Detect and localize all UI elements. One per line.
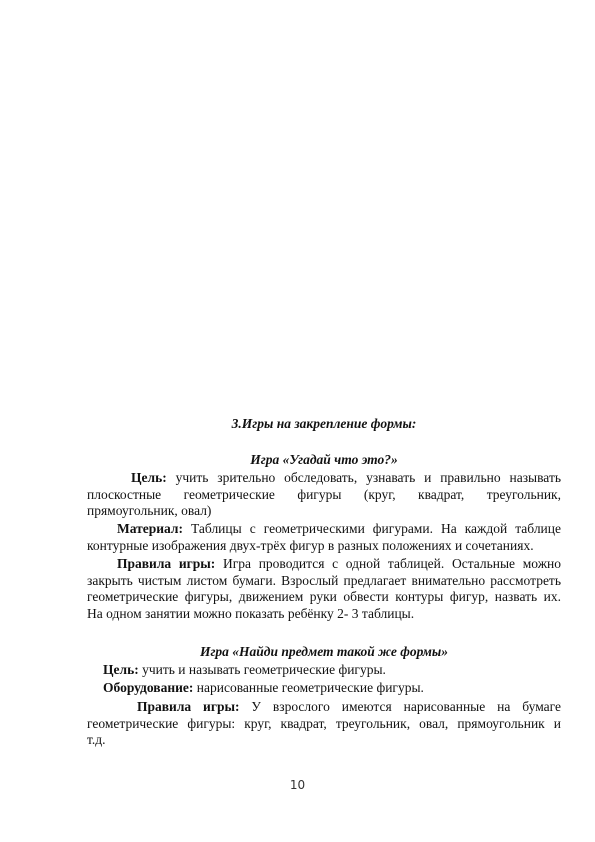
game2-rules-line3: т.д. (87, 732, 106, 748)
game1-material-line1: Материал: Таблицы с геометрическими фигурами. На каждой таблице (117, 521, 561, 536)
game1-rules-line4: На одном занятии можно показать ребёнку 2- 3 таблицы. (87, 605, 415, 621)
game2-goal-line: Цель: учить и называть геометрические фигуры. (103, 662, 386, 677)
game2-equipment-label: Оборудование: (103, 680, 194, 695)
game1-rules-paragraph (87, 556, 561, 622)
game1-goal-line3: прямоугольник, овал) (87, 503, 212, 519)
game1-goal-paragraph (87, 470, 561, 520)
section-title: 3.Игры на закрепление формы: (231, 416, 417, 431)
game2-rules-paragraph (87, 699, 561, 749)
page-number: 10 (289, 778, 306, 792)
game2-rules-line1: Правила игры: У взрослого имеются нарисованные на бумаге (137, 699, 561, 714)
game1-title: Игра «Угадай что это?» (250, 452, 398, 467)
game2-goal-label: Цель: (103, 662, 139, 677)
game1-material-label: Материал: (117, 521, 183, 536)
game1-rules-line1: Правила игры: Игра проводится с одной таблицей. Остальные можно (117, 556, 561, 571)
game1-goal-line1: Цель: учить зрительно обследовать, узнавать и правильно называть (131, 470, 561, 485)
game1-goal-label: Цель: (131, 470, 167, 485)
game2-equipment-line: Оборудование: нарисованные геометрические фигуры. (103, 680, 424, 695)
game1-material-paragraph (87, 521, 561, 554)
game1-rules-label: Правила игры: (117, 556, 216, 571)
game2-title: Игра «Найди предмет такой же формы» (199, 644, 449, 659)
game1-material-line2: контурные изображения двух-трёх фигур в разных положениях и сочетаниях. (87, 537, 534, 553)
game1-goal-line2: плоскостные геометрические фигуры (круг, квадрат, треугольник, (87, 486, 561, 502)
game2-rules-label: Правила игры: (137, 699, 240, 714)
game1-rules-line3: геометрические фигуры, движением руки обвести контуры фигур, назвать их. (87, 589, 561, 605)
game2-rules-line2: геометрические фигуры: круг, квадрат, треугольник, овал, прямоугольник и (87, 715, 561, 731)
game1-rules-line2: закрыть чистым листом бумаги. Взрослый предлагает внимательно рассмотреть (87, 572, 561, 588)
